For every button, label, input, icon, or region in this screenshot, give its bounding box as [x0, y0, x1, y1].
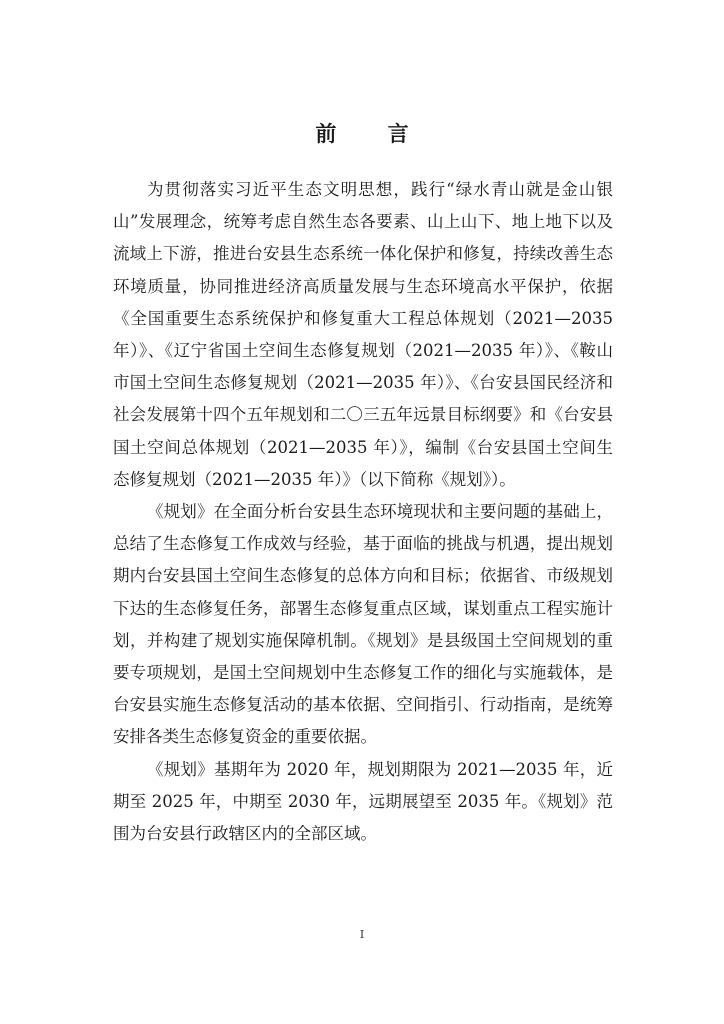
document-body: [113, 174, 613, 850]
paragraph-content: 《规划》在全面分析台安县生态环境现状和主要问题的基础上，总结了生态修复工作成效与经验，基于面临的挑战与机遇，提出规划期内台安县国土空间生态修复的总体方向和目标；依据省、市级规划下达的生态修复任务，部署生态修复重点区域，谋划重点工程实施计划，并构建了规划实施保障机制。《规划》是县级国土空间规划的重要专项规划，是国土空间规划中生态修复工作的细化与实施载体，是台安县实施生态修复活动的基本依据、空间指引、行动指南，是统筹安排各类生态修复资金的重要依据。: [113, 502, 613, 747]
page-number: I: [359, 928, 365, 941]
paragraph-intro: 为贯彻落实习近平生态文明思想，践行“绿水青山就是金山银山”发展理念，统筹考虑自然生态各要素、山上山下、地上地下以及流域上下游，推进台安县生态系统一体化保护和修复，持续改善生态环境质量，协同推进经济高质量发展与生态环境高水平保护，依据《全国重要生态系统保护和修复重大工程总体规划（2021—2035 年）》、《辽宁省国土空间生态修复规划（2021—2035 年）》、《鞍山市国土空间生态修复规划（2021—2035 年）》、《台安县国民经济和社会发展第十四个五年规划和二〇三五年远景目标纲要》和《台安县国土空间总体规划（2021—2035 年）》，编制《台安县国土空间生态修复规划（2021—2035 年）》（以下简称《规划》）。: [113, 180, 613, 489]
paragraph-scope: 《规划》基期年为 2020 年，规划期限为 2021—2035 年，近期至 2025 年，中期至 2030 年，远期展望至 2035 年。《规划》范围为台安县行政辖区内的全部区域。: [113, 759, 613, 844]
page-title: 前 言: [315, 121, 431, 146]
